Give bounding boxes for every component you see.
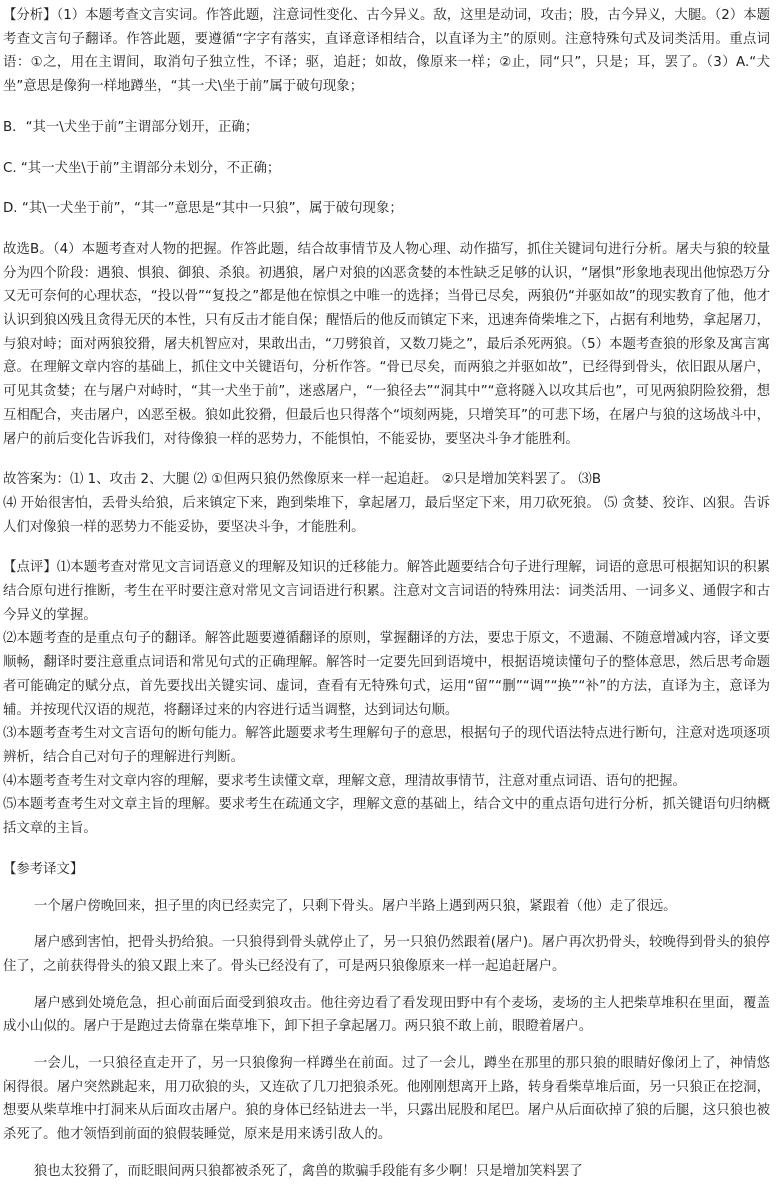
translation-paragraph: 屠户感到处境危急，担心前面后面受到狼攻击。他往旁边看了看发现田野中有个麦场，麦场的主人把柴草堆积在里面，覆盖成小山似的。屠户于是跑过去倚靠在柴草堆下，卸下担子拿起屠刀。两只狼不敢上前，眼瞪着屠户。 bbox=[3, 995, 770, 1035]
analysis-paragraph-continued: 故选B。（4）本题考查对人物的把握。作答此题，结合故事情节及人物心理、动作描写，抓住关键词句进行分析。屠夫与狼的较量分为四个阶段：遇狼、惧狼、御狼、杀狼。初遇狼，屠户对狼的凶恶贪婪的本性缺乏足够的认识，“屠惧”形象地表现出他惊恐万分又无可奈何的心理状态，“投以骨”“复投之”都是他在惊惧之中唯一的选择；当骨已尽矣，两狼仍“并驱如故”的现实教育了他，他才认识到狼凶残且贪得无厌的本性，只有反击才能自保；醒悟后的他反而镇定下来，迅速奔倚柴堆之下，占据有利地势，拿起屠刀，与狼对峙；面对两狼狡猾，屠夫机智应对，果敢出击，“刀劈狼首，又数刀毙之”，最后杀死两狼。（5）本题考查狼的形象及寓言寓意。在理解文章内容的基础上，抓住文中关键语句，分析作答。“骨已尽矣，而两狼之并驱如故”，已经得到骨头，依旧跟从屠户，可见其贪婪；在与屠户对峙时，“其一犬坐于前”，迷惑屠户，“一狼径去”“洞其中”“意将隧入以攻其后也”，可见两狼阴险狡猾，想互相配合，夹击屠户，凶恶至极。狼如此狡猾，但最后也只得落个“顷刻两毙，只增笑耳”的可悲下场，在屠户与狼的这场战斗中，屠户的前后变化告诉我们，对待像狼一样的恶势力，不能惧怕，不能妥协，要坚决斗争才能胜利。 bbox=[3, 241, 770, 447]
comment-paragraph: 【点评】⑴本题考查对常见文言词语意义的理解及知识的迁移能力。解答此题要结合句子进行理解，词语的意思可根据知识的积累结合原句进行推断，考生在平时要注意对常见文言词语进行积累。注意对文言词语的特殊用法：词类活用、一词多义、通假字和古今异义的掌握。 bbox=[3, 560, 770, 623]
analysis-option-d: D. “其\一犬坐于前”，“其一”意思是“其中一只狼”，属于破句现象； bbox=[3, 201, 403, 217]
analysis-option-c: C. “其一犬坐\于前”主谓部分未划分，不正确； bbox=[3, 160, 281, 176]
comment-paragraph: ⑵本题考查的是重点句子的翻译。解答此题要遵循翻译的原则，掌握翻译的方法，要忠于原文，不遗漏、不随意增减内容，译文要顺畅，翻译时要注意重点词语和常见句式的正确理解。解答时一定要先回到语境中，根据语境读懂句子的整体意思，然后思考命题者可能确定的赋分点，首先要找出关键实词、虚词，查看有无特殊句式，运用“留”“删”“调”“换”“补”的方法，直译为主，意译为辅。并按现代汉语的规范，将翻译过来的内容进行适当调整，达到词达句顺。 bbox=[3, 631, 770, 718]
answer-line: ⑷ 开始很害怕，丢骨头给狼，后来镇定下来，跑到柴堆下，拿起屠刀，最后坚定下来，用刀砍死狼。 ⑸ 贪婪、狡诈、凶狠。告诉人们对像狼一样的恶势力不能妥协，要坚决斗争，才能胜利。 bbox=[3, 495, 770, 535]
answer-line: 故答案为：⑴ 1、攻击 2、大腿 ⑵ ①但两只狼仍然像原来一样一起追赶。 ②只是增加笑料罢了。 ⑶B bbox=[3, 472, 602, 488]
translation-paragraph: 屠户感到害怕，把骨头扔给狼。一只狼得到骨头就停止了，另一只狼仍然跟着(屠户)。屠户再次扔骨头，较晚得到骨头的狼停住了，之前获得骨头的狼又跟上来了。骨头已经没有了，可是两只狼像原来一样一起追赶屠户。 bbox=[3, 935, 770, 974]
analysis-paragraph: 【分析】（1）本题考查文言实词。作答此题，注意词性变化、古今异义。敌，这里是动词，攻击；股，古今异义，大腿。（2）本题考查文言句子翻译。作答此题，要遵循“字字有落实，直译意译相结合，以直译为主”的原则。注意特殊句式及词类活用。重点词语：①之，用在主谓间，取消句子独立性，不译；驱，追赶；如故，像原来一样；②止，同“只”，只是；耳，罢了。（3）A.“犬坐”意思是像狗一样地蹲坐，“其一犬\坐于前”属于破句现象； bbox=[3, 8, 770, 95]
translation-heading: 【参考译文】 bbox=[3, 861, 84, 877]
translation-paragraph: 狼也太狡猾了，而眨眼间两只狼都被杀死了，禽兽的欺骗手段能有多少啊！只是增加笑料罢了 bbox=[33, 1163, 583, 1179]
translation-paragraph: 一会儿，一只狼径直走开了，另一只狼像狗一样蹲坐在前面。过了一会儿，蹲坐在那里的那只狼的眼睛好像闭上了，神情悠闲得很。屠户突然跳起来，用刀砍狼的头，又连砍了几刀把狼杀死。他刚刚想离开上路，转身看柴草堆后面，另一只狼正在挖洞，想要从柴草堆中打洞来从后面攻击屠户。狼的身体已经钻进去一半，只露出屁股和尾巴。屠户从后面砍掉了狼的后腿，这只狼也被杀死了。他才领悟到前面的狼假装睡觉，原来是用来诱引敌人的。 bbox=[3, 1056, 770, 1143]
comment-paragraph: ⑷本题考查考生对文章内容的理解，要求考生读懂文章，理解文意，理清故事情节，注意对重点词语、语句的把握。 bbox=[3, 773, 686, 789]
analysis-option-b: B．“其一\犬坐于前”主谓部分划开，正确； bbox=[3, 119, 259, 135]
comment-paragraph: ⑸本题考查考生对文章主旨的理解。要求考生在疏通文字，理解文意的基础上，结合文中的重点语句进行分析，抓关键语句归纳概括文章的主旨。 bbox=[3, 797, 770, 837]
translation-paragraph: 一个屠户傍晚回来，担子里的肉已经卖完了，只剩下骨头。屠户半路上遇到两只狼，紧跟着（他）走了很远。 bbox=[33, 898, 677, 914]
comment-paragraph: ⑶本题考查考生对文言语句的断句能力。解答此题要求考生理解句子的意思，根据句子的现代语法特点进行断句，注意对选项逐项辨析，结合自己对句子的理解进行判断。 bbox=[3, 726, 770, 765]
